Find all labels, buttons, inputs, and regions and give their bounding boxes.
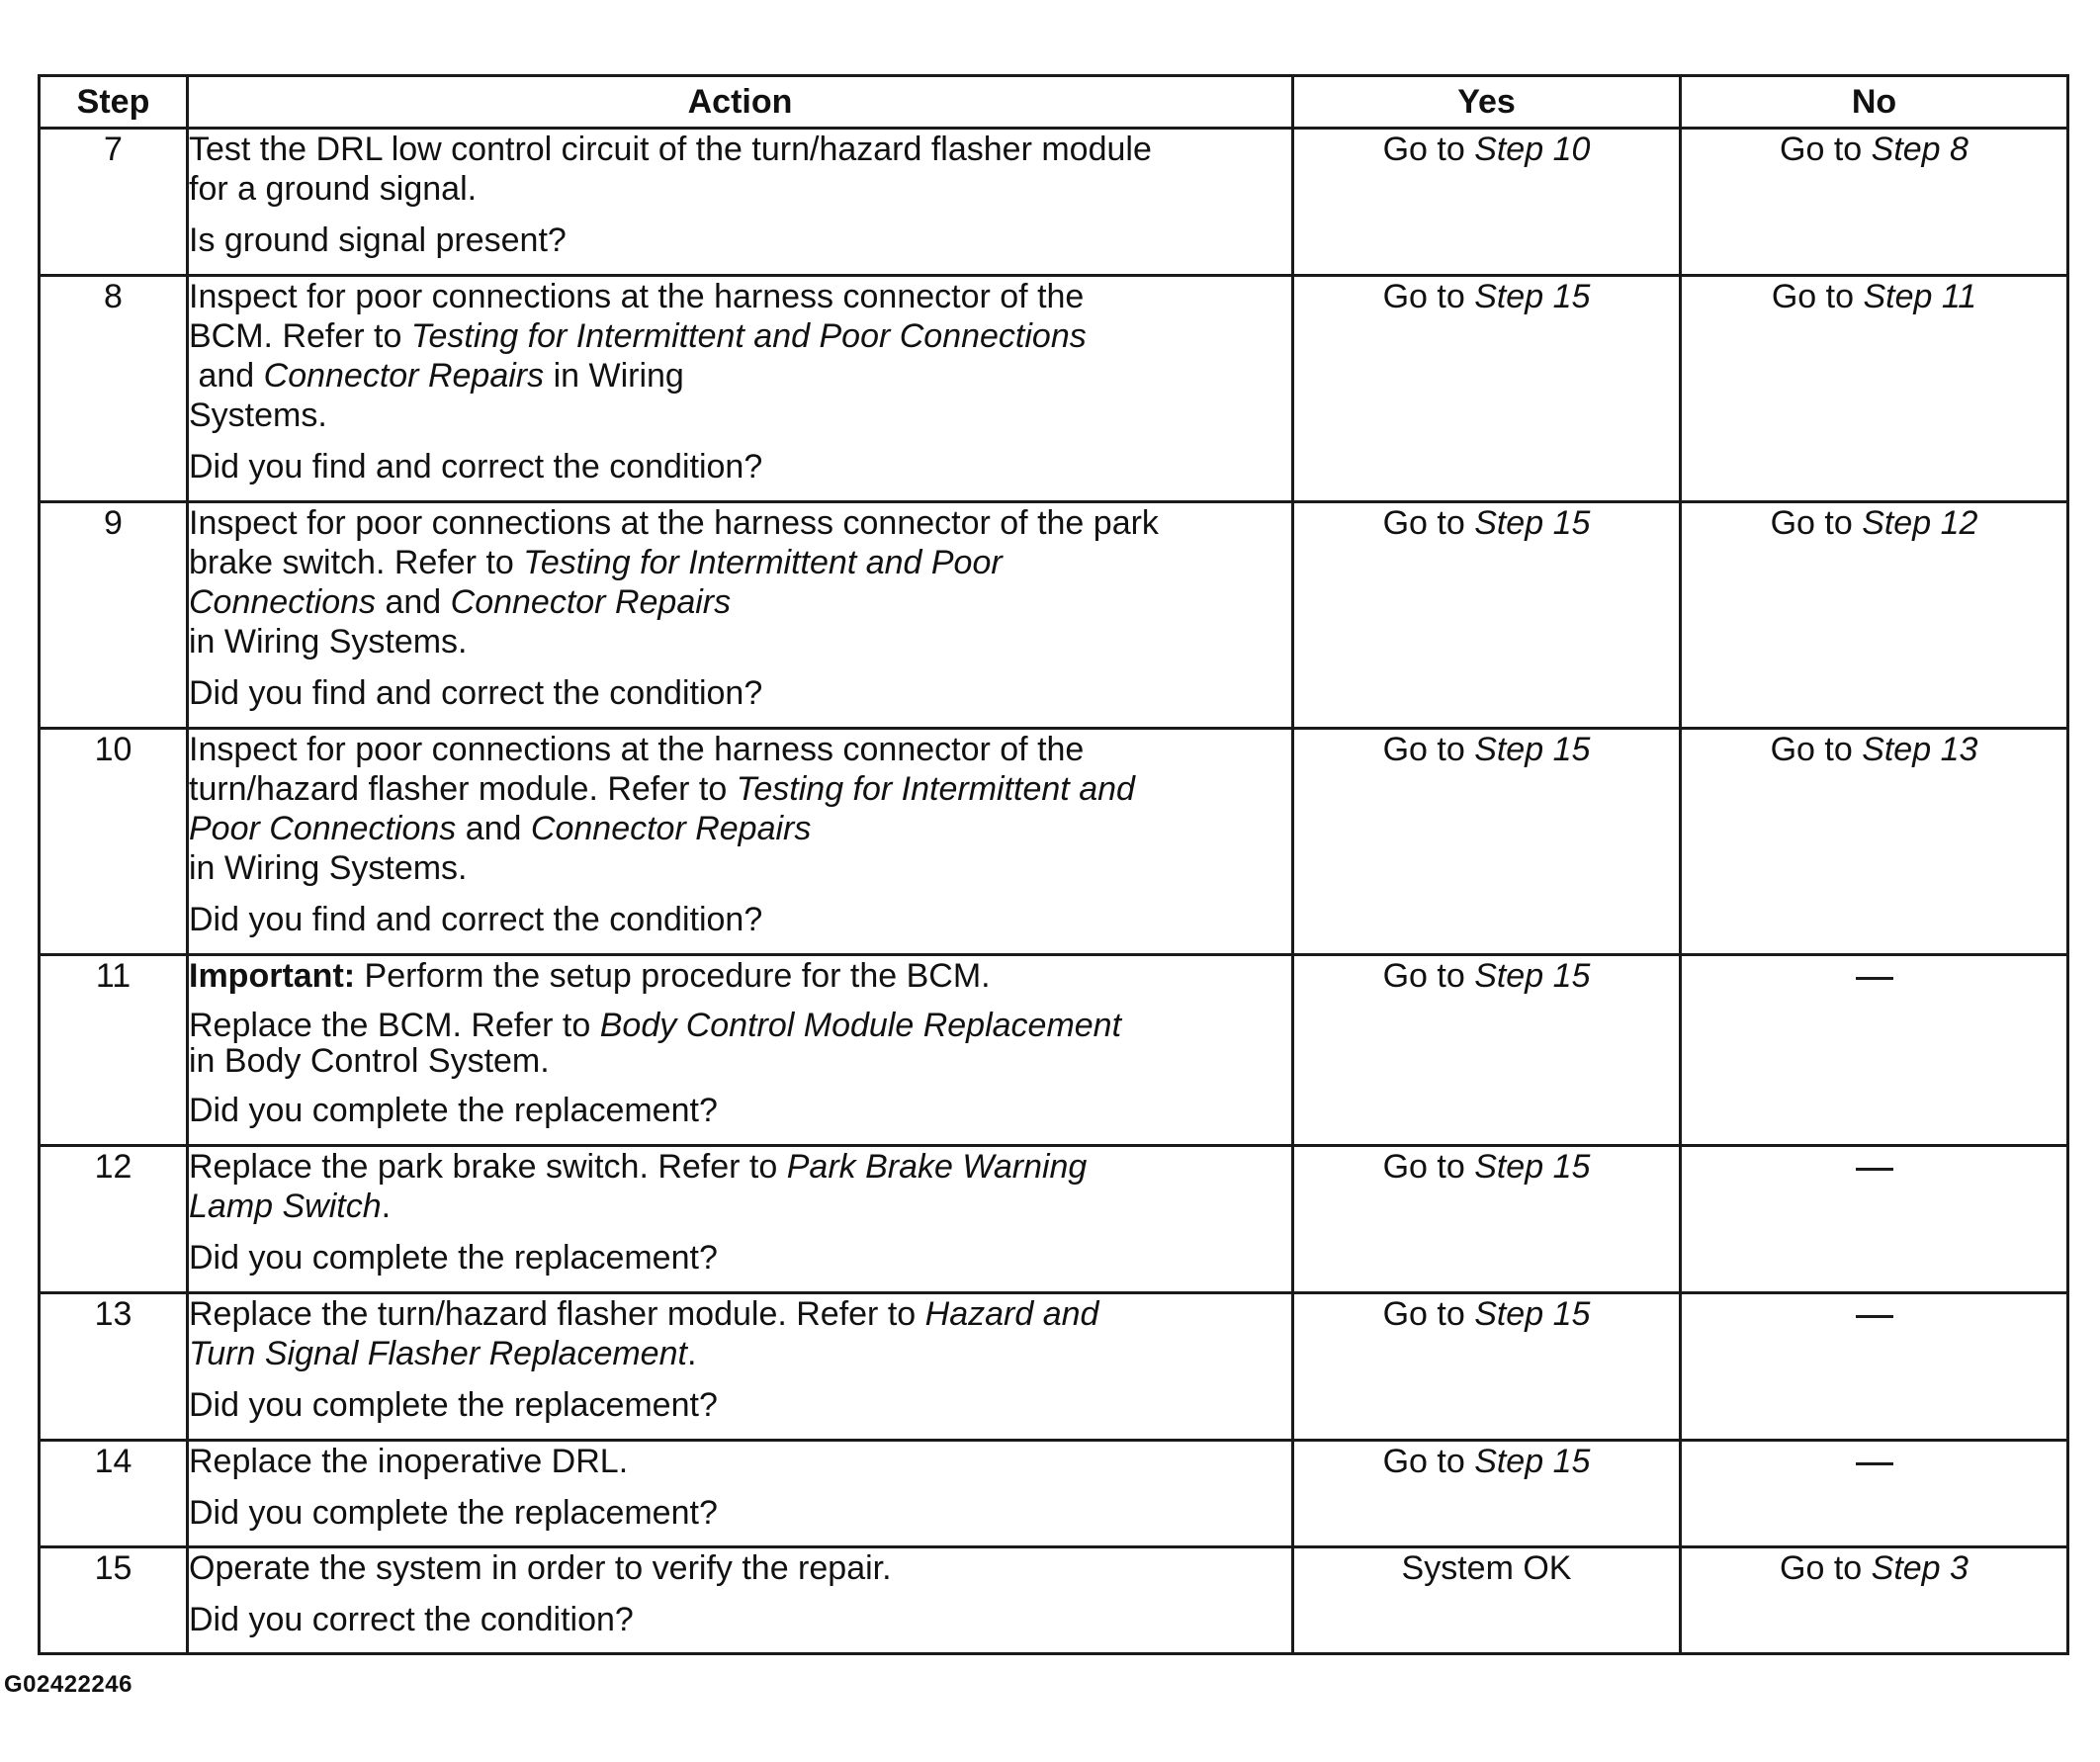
action-question: Did you complete the replacement? [189,1092,718,1129]
yes-cell [1293,1547,1681,1654]
action-text: Inspect for poor connections at the harness connector of the park brake switch. Refer to Testing for Intermittent and Poor Connections and Connector Repairs in Wiring Systems. [189,504,1159,661]
action-question: Did you correct the condition? [189,1601,634,1638]
step-number: 8 [40,276,188,502]
table-row [40,1547,2068,1654]
reference-title: Turn Signal Flasher Replacement [189,1335,687,1372]
step-reference: Step 15 [1474,1295,1591,1333]
table-row [40,1146,2068,1293]
action-cell [188,276,1293,502]
step-number: 10 [40,729,188,955]
diagnostic-table [38,74,2069,1655]
reference-title: Testing for Intermittent and Poor [523,544,1003,581]
dash-mark [1856,977,1893,980]
step-reference: Step 13 [1862,731,1978,768]
no-cell: Go to Step 13 [1681,729,2068,955]
step-reference: Step 15 [1474,957,1591,995]
yes-cell: Go to Step 15 [1293,502,1681,729]
reference-title: Connector Repairs [263,357,545,395]
dash-mark [1856,1168,1893,1171]
action-text: Replace the turn/hazard flasher module. Refer to Hazard and Turn Signal Flasher Replacement. [189,1295,1099,1372]
header-step: Step [40,76,188,129]
figure-id: G02422246 [4,1671,132,1698]
no-cell [1681,129,2068,276]
step-reference: Step 11 [1863,278,1977,315]
action-text: Inspect for poor connections at the harness connector of the turn/hazard flasher module. Refer to Testing for Intermittent and Poor Connections and Connector Repairs in Wiring Systems. [189,731,1135,887]
yes-cell: Go to Step 15 [1293,276,1681,502]
yes-cell: Go to Step 15 [1293,1293,1681,1441]
action-text [189,130,1291,209]
reference-title: Connector Repairs [450,583,732,621]
yes-cell [1293,129,1681,276]
step-number: 13 [40,1293,188,1441]
action-text: Operate the system in order to verify the repair. [189,1549,892,1587]
table-row [40,129,2068,276]
yes-cell: Go to Step 15 [1293,1441,1681,1547]
action-question: Did you complete the replacement? [189,1239,718,1277]
reference-title: Body Control Module Replacement [599,1007,1122,1044]
yes-cell: Go to Step 15 [1293,955,1681,1146]
step-reference: Step 15 [1474,731,1591,768]
action-cell [188,129,1293,276]
reference-title: Hazard and [924,1295,1099,1333]
action-question: Did you complete the replacement? [189,1386,718,1424]
reference-title: Connector Repairs [530,810,812,847]
action-question: Did you find and correct the condition? [189,674,763,712]
step-reference: Step 8 [1871,131,1969,168]
step-reference: Step 3 [1871,1549,1969,1587]
reference-title: Connections [189,583,377,621]
step-number: 15 [40,1547,188,1654]
action-text: Replace the inoperative DRL. [189,1443,629,1480]
yes-cell: Go to Step 15 [1293,1146,1681,1293]
no-cell [1681,955,2068,1146]
step-reference: Step 15 [1474,1443,1591,1480]
step-reference: Step 15 [1474,1148,1591,1186]
goto-prefix: Go to [1382,131,1475,168]
step-number: 12 [40,1146,188,1293]
action-cell [188,729,1293,955]
action-text: Inspect for poor connections at the harness connector of the BCM. Refer to Testing for Intermittent and Poor Connections and Connector Repairs in Wiring Systems. [189,278,1087,434]
action-question: Is ground signal present? [189,221,567,259]
step-number: 11 [40,955,188,1146]
action-cell [188,1293,1293,1441]
table-row [40,502,2068,729]
reference-title: Lamp Switch [189,1188,382,1225]
action-question: Did you complete the replacement? [189,1494,718,1532]
header-action: Action [188,76,1293,129]
reference-title: Testing for Intermittent and [736,770,1135,808]
action-line: Test the DRL low control circuit of the turn/hazard flasher module [189,131,1152,168]
action-question: Did you find and correct the condition? [189,448,763,485]
no-cell: Go to Step 11 [1681,276,2068,502]
system-ok-text: System OK [1401,1549,1572,1587]
table-row [40,276,2068,502]
action-cell [188,1146,1293,1293]
table-row [40,729,2068,955]
header-yes: Yes [1293,76,1681,129]
table-row [40,1441,2068,1547]
action-line: for a ground signal. [189,170,478,208]
table-row [40,1293,2068,1441]
action-question: Did you find and correct the condition? [189,901,763,938]
action-cell [188,502,1293,729]
yes-cell: Go to Step 15 [1293,729,1681,955]
reference-title: Testing for Intermittent and Poor Connections [410,317,1087,355]
dash-mark [1856,1315,1893,1318]
no-cell [1681,1146,2068,1293]
no-cell: Go to Step 3 [1681,1547,2068,1654]
reference-title: Poor Connections [189,810,457,847]
important-label: Important: [189,957,356,995]
reference-title: Park Brake Warning [786,1148,1088,1186]
action-text: Replace the park brake switch. Refer to Park Brake Warning Lamp Switch. [189,1148,1088,1225]
table-row [40,955,2068,1146]
table-header-row [40,76,2068,129]
no-cell [1681,1441,2068,1547]
step-reference: Step 12 [1862,504,1978,542]
action-cell [188,1547,1293,1654]
action-cell [188,1441,1293,1547]
no-cell: Go to Step 12 [1681,502,2068,729]
dash-mark [1856,1462,1893,1465]
no-cell [1681,1293,2068,1441]
step-reference: Step 10 [1474,131,1591,168]
header-no: No [1681,76,2068,129]
step-number: 9 [40,502,188,729]
step-number: 7 [40,129,188,276]
step-reference: Step 15 [1474,504,1591,542]
step-number: 14 [40,1441,188,1547]
action-cell [188,955,1293,1146]
action-text: Replace the BCM. Refer to Body Control Module Replacement in Body Control System. [189,1007,1122,1080]
important-note: Important: Perform the setup procedure for the BCM. [189,957,991,995]
step-reference: Step 15 [1474,278,1591,315]
goto-prefix: Go to [1780,131,1872,168]
